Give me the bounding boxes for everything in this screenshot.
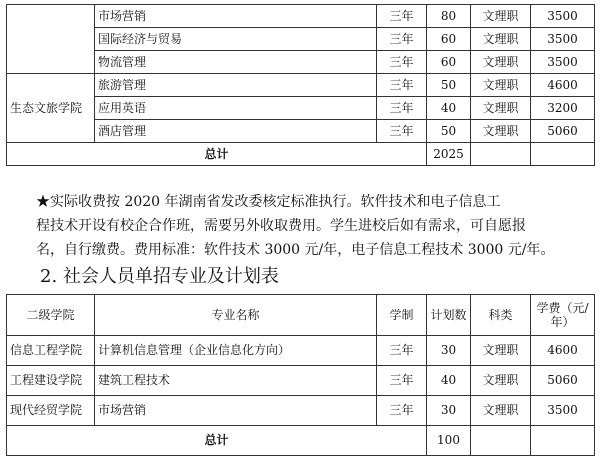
plan-cell: 50 [427, 120, 471, 143]
total-value: 2025 [427, 143, 471, 166]
type-cell: 文理职 [471, 97, 531, 120]
table-row [7, 28, 595, 51]
table-row [7, 336, 595, 366]
table-header-row [7, 295, 595, 336]
plan-cell: 40 [427, 366, 471, 396]
table-row [7, 51, 595, 74]
type-cell: 文理职 [471, 366, 531, 396]
header-years: 学制 [377, 295, 427, 336]
table-row [7, 74, 595, 97]
fee-note-paragraph [36, 190, 584, 262]
years-cell: 三年 [377, 366, 427, 396]
major-cell: 国际经济与贸易 [95, 28, 377, 51]
years-cell: 三年 [377, 5, 427, 28]
total-label: 总计 [7, 143, 427, 166]
table-row [7, 97, 595, 120]
fee-cell: 3200 [531, 97, 595, 120]
table-row [7, 366, 595, 396]
dept-cell: 信息工程学院 [7, 336, 95, 366]
enrollment-table-continued [6, 4, 595, 166]
fee-cell: 3500 [531, 396, 595, 426]
major-cell: 应用英语 [95, 97, 377, 120]
header-fee: 学费（元/年） [531, 295, 595, 336]
section-heading: 2. 社会人员单招专业及计划表 [40, 266, 279, 287]
plan-cell: 60 [427, 28, 471, 51]
plan-cell: 50 [427, 74, 471, 97]
dept-cell: 现代经贸学院 [7, 396, 95, 426]
social-enrollment-table [6, 294, 595, 456]
type-cell: 文理职 [471, 28, 531, 51]
plan-cell: 30 [427, 396, 471, 426]
major-cell: 市场营销 [95, 396, 377, 426]
empty-cell [471, 143, 531, 166]
years-cell: 三年 [377, 97, 427, 120]
empty-cell [531, 426, 595, 456]
total-row [7, 426, 595, 456]
table-row [7, 5, 595, 28]
type-cell: 文理职 [471, 74, 531, 97]
fee-cell: 4600 [531, 74, 595, 97]
plan-cell: 60 [427, 51, 471, 74]
fee-cell: 4600 [531, 336, 595, 366]
table-row [7, 396, 595, 426]
fee-note-line: 名，自行缴费。费用标准：软件技术 3000 元/年，电子信息工程技术 3000 元/年。 [36, 242, 555, 258]
fee-note-line: ★实际收费按 2020 年湖南省发改委核定标准执行。软件技术和电子信息工 [36, 194, 501, 210]
fee-note-line: 程技术开设有校企合作班，需要另外收取费用。学生进校后如有需求，可自愿报 [36, 218, 526, 234]
type-cell: 文理职 [471, 336, 531, 366]
years-cell: 三年 [377, 74, 427, 97]
years-cell: 三年 [377, 396, 427, 426]
empty-cell [471, 426, 531, 456]
years-cell: 三年 [377, 28, 427, 51]
major-cell: 计算机信息管理（企业信息化方向） [95, 336, 377, 366]
header-dept: 二级学院 [7, 295, 95, 336]
fee-cell: 3500 [531, 5, 595, 28]
major-cell: 市场营销 [95, 5, 377, 28]
major-cell: 酒店管理 [95, 120, 377, 143]
header-major: 专业名称 [95, 295, 377, 336]
total-value: 100 [427, 426, 471, 456]
fee-cell: 5060 [531, 120, 595, 143]
years-cell: 三年 [377, 120, 427, 143]
major-cell: 旅游管理 [95, 74, 377, 97]
fee-cell: 5060 [531, 366, 595, 396]
type-cell: 文理职 [471, 396, 531, 426]
header-type: 科类 [471, 295, 531, 336]
major-cell: 建筑工程技术 [95, 366, 377, 396]
header-plan: 计划数 [427, 295, 471, 336]
empty-cell [531, 143, 595, 166]
dept-cell: 生态文旅学院 [7, 74, 95, 143]
plan-cell: 30 [427, 336, 471, 366]
plan-cell: 40 [427, 97, 471, 120]
type-cell: 文理职 [471, 5, 531, 28]
dept-cell [7, 5, 95, 74]
years-cell: 三年 [377, 336, 427, 366]
fee-cell: 3500 [531, 51, 595, 74]
years-cell: 三年 [377, 51, 427, 74]
type-cell: 文理职 [471, 120, 531, 143]
plan-cell: 80 [427, 5, 471, 28]
total-row [7, 143, 595, 166]
dept-cell: 工程建设学院 [7, 366, 95, 396]
type-cell: 文理职 [471, 51, 531, 74]
total-label: 总计 [7, 426, 427, 456]
fee-cell: 3500 [531, 28, 595, 51]
major-cell: 物流管理 [95, 51, 377, 74]
table-row [7, 120, 595, 143]
